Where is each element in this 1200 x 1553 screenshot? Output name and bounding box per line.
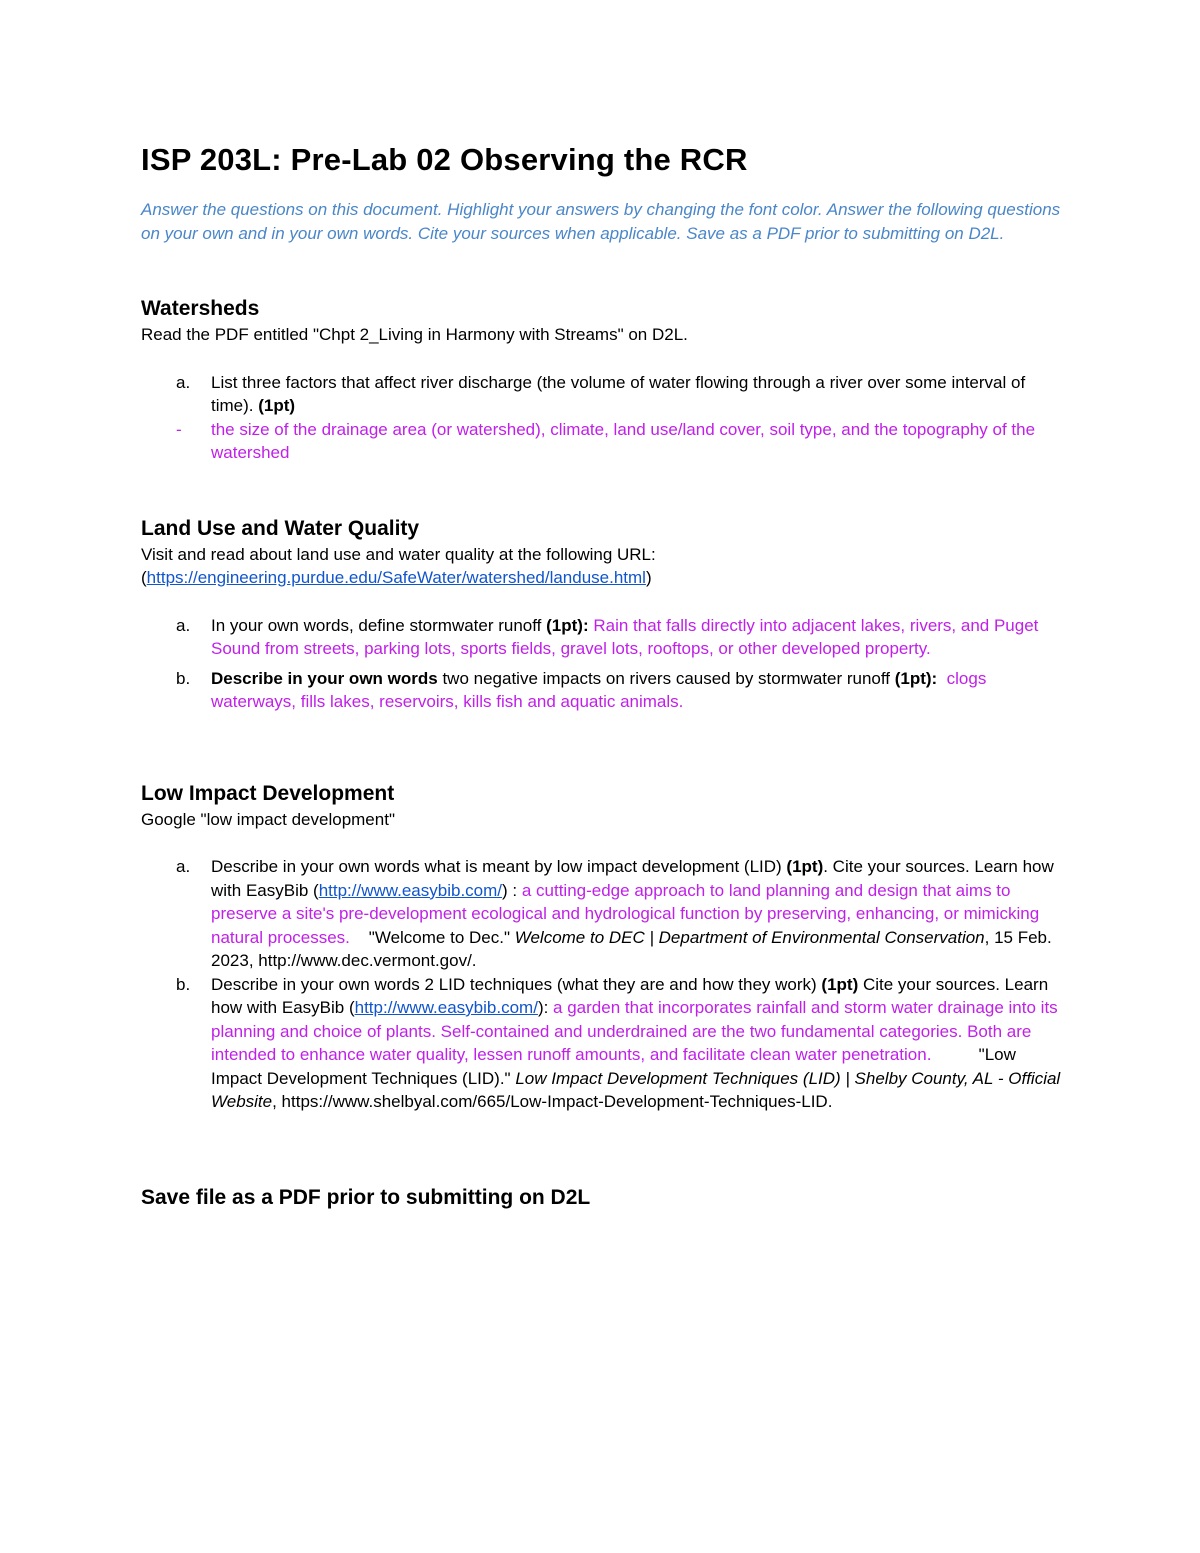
heading-watersheds: Watersheds <box>141 297 260 320</box>
citation-text: "Welcome to Dec." <box>349 927 515 947</box>
lid-question-list <box>141 855 1066 1114</box>
section-watersheds <box>141 295 1066 465</box>
footer-heading: Save file as a PDF prior to submitting on D2L <box>141 1185 591 1209</box>
question-text-3: ): <box>537 998 549 1017</box>
section-land-use <box>141 515 1066 714</box>
points-label: (1pt): <box>546 615 589 635</box>
citation-text: "Low Impact Development Techniques (LID)." <box>211 1045 1021 1088</box>
list-marker: - <box>176 419 182 439</box>
citation-italic: Welcome to DEC | Department of Environmental Conservation <box>514 927 985 947</box>
question-text: Describe in your own words what is meant by low impact development (LID) <box>211 857 787 876</box>
easybib-link[interactable]: http://www.easybib.com/ <box>318 880 503 900</box>
paren-open: ( <box>141 568 147 587</box>
intro-instructions: Answer the questions on this document. Highlight your answers by changing the font color. Answer the following questions on your own and in your own words. Cite your sources when applicable. Save as a PDF prior to submitting on D2L. <box>141 200 1061 243</box>
citation-italic: Low Impact Development Techniques (LID) | Shelby County, AL - Official Website <box>211 1068 1061 1111</box>
question-text: In your own words, define stormwater runoff <box>211 615 547 635</box>
watersheds-instruction: Read the PDF entitled "Chpt 2_Living in Harmony with Streams" on D2L. <box>141 325 688 344</box>
list-marker: b. <box>176 668 191 688</box>
question-land-use-b <box>141 667 1066 714</box>
answer-text: Rain that falls directly into adjacent lakes, rivers, and Puget Sound from streets, parking lots, sports fields, gravel lots, rooftops, or other developed property. <box>211 615 1039 658</box>
question-text: List three factors that affect river discharge (the volume of water flowing through a river over some interval of time). <box>211 372 1026 415</box>
watersheds-question-list <box>141 371 1066 465</box>
question-lid-b <box>141 973 1066 1114</box>
points-label: (1pt) <box>786 857 824 876</box>
question-text: two negative impacts on rivers caused by stormwater runoff <box>437 668 895 688</box>
question-text: Describe in your own words 2 LID techniques (what they are and how they work) <box>211 974 822 994</box>
easybib-link[interactable]: http://www.easybib.com/ <box>354 998 538 1017</box>
land-use-question-list <box>141 614 1066 714</box>
bold-prompt: Describe in your own words <box>211 668 438 688</box>
list-marker: a. <box>176 615 191 635</box>
answer-text: a cutting-edge approach to land planning and design that aims to preserve a site's pre-development ecological and hydrological function by preserving, enhancing, or mimicking natural processes. <box>211 880 1040 947</box>
question-text-3: ) : <box>502 880 518 900</box>
points-label: (1pt) <box>821 974 859 994</box>
purdue-link[interactable]: https://engineering.purdue.edu/SafeWater/watershed/landuse.html <box>146 568 646 587</box>
land-use-instruction: Visit and read about land use and water quality at the following URL: <box>141 544 656 564</box>
list-marker: b. <box>176 974 191 994</box>
answer-text: a garden that incorporates rainfall and storm water drainage into its planning and choice of plants. Self-contained and underdrained are the two fundamental categories. Both are intended to enhance water quality, lessen runoff amounts, and facilitate clean water penetration. <box>211 998 1058 1064</box>
list-marker: a. <box>176 372 191 392</box>
land-use-url-line <box>141 566 1066 590</box>
list-marker: a. <box>176 857 191 876</box>
heading-low-impact-development: Low Impact Development <box>141 781 395 805</box>
lid-instruction: Google "low impact development" <box>141 809 395 829</box>
question-text-2: Cite your sources. Learn how with EasyBib ( <box>211 974 1049 1017</box>
answer-watersheds-a <box>141 418 1066 465</box>
answer-text: the size of the drainage area (or watershed), climate, land use/land cover, soil type, and the topography of the watershed <box>211 419 1036 462</box>
heading-land-use: Land Use and Water Quality <box>141 516 420 540</box>
document-page <box>141 140 1066 1212</box>
question-lid-a <box>141 855 1066 973</box>
question-watersheds-a <box>141 371 1066 418</box>
section-low-impact-development <box>141 780 1066 1114</box>
citation-text-end: , 15 Feb. 2023, http://www.dec.vermont.gov/. <box>211 927 1052 970</box>
points-label: (1pt) <box>258 396 296 415</box>
citation-text-end: , https://www.shelbyal.com/665/Low-Impact-Development-Techniques-LID. <box>272 1092 833 1111</box>
answer-text: clogs waterways, fills lakes, reservoirs, kills fish and aquatic animals. <box>211 668 992 711</box>
page-title: ISP 203L: Pre-Lab 02 Observing the RCR <box>141 142 748 177</box>
points-label: (1pt): <box>894 668 938 688</box>
paren-close: ) <box>645 568 652 587</box>
question-text-2: . Cite your sources. Learn how with EasyBib ( <box>211 857 1054 900</box>
question-land-use-a <box>141 614 1066 661</box>
